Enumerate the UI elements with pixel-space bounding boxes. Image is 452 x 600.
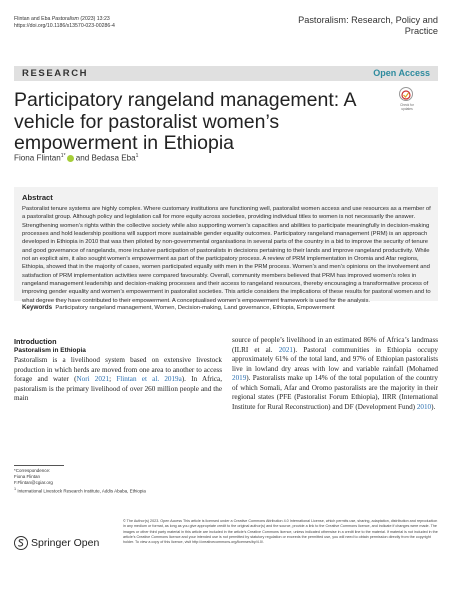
author-2[interactable]: and Bedasa Eba [73,153,136,163]
journal-title: Pastoralism: Research, Policy and Practice [298,15,438,36]
journal-short: Flintan and Eba [14,16,52,22]
journal-italic: Pastoralism [51,16,79,22]
keywords-list: Participatory rangeland management, Women, Decision-making, Land governance, Ethiopia, Empowerment [55,305,335,311]
abstract-heading: Abstract [22,193,53,202]
body-text: ). Pastoralists make up 14% of the total population of the country of which Somali, Afar and Oromo pastoralists are the majority in their regional states (PFE (Pastoralist Forum Ethiopia), IIRR (International Institute for Rural Reconstruction) and DF (Development Fund) [232,374,438,411]
orcid-icon[interactable] [67,155,74,162]
body-text: ). In Africa, pastoralism is the primary livelihood of over 260 million people and the main [14,375,222,402]
keywords [22,304,431,312]
article-title: Participatory rangeland management: A vehicle for pastoralist women’s empowerment in Ethiopia [14,89,356,154]
body-text: source of people’s livelihood in an estimated 86% of Africa’s landmass (ILRI et al. [232,336,438,354]
citation-link[interactable]: 2019 [232,374,247,382]
check-updates-label[interactable]: Check for updates [400,103,414,111]
author-1-sup: 1* [60,153,66,159]
body-text: ). [431,402,436,411]
footnote-rule [14,465,64,466]
publisher-logo-text: Springer Open [31,537,100,549]
body-text: Pastoralism is a livelihood system based on extensive livestock production in which herds are moved from one area to another to access forage and water ( [14,356,222,383]
issue: (2023) 13:23 [78,16,110,22]
body-column-left [14,356,222,404]
article-type: RESEARCH [22,68,89,79]
correspondence-name: Fiona Flintan [14,474,41,480]
doi-link[interactable]: https://doi.org/10.1186/s13570-023-00286-4 [14,22,115,29]
abstract-text: Pastoralist tenure systems are highly complex. Where customary institutions are functioning well, pastoralist women access and use resources as a member of a pastoralist group. Although policy and legislation call for more equity across societies, providing individual titles to women is not necessarily the answer. Strengthening women’s rights within the collective society while also supporting women’s capacities and abilities to participate meaningfully in decision-making processes and hold leadership positions will support more sustainable gender equality outcomes. Participatory rangeland management (PRM) is an approach developed in Ethiopia in 2010 that was then piloted by non-governmental organisations in several parts of the country in a bid to improve the security of tenure and good governance of rangelands, more inclusive participation of pastoralists in decisions pertaining to their lands and improve rangeland productivity. While not an explicit aim, it also sought women’s empowerment as part of the participatory process. A review of PRM implementation in Oromia and Afar regions, Ethiopia, showed that in the majority of cases, women participated equally with men in the PRM process. Women’s and men’s opinions on the involvement and satisfaction of PRM implementation activities were compared favourably. Overall, community members believed that PRM has improved women’s roles in rangeland management leadership and decision-making processes and their access to rangeland resources, thereby encouraging a transformative process of improving gender equality and women’s empowerment in pastoralist societies. This article considers the implications of these results for pastoral women and to what degree they have contributed to their empowerment. A conceptualised women’s empowerment framework is used for the analysis. [22,206,431,304]
check-updates-icon[interactable] [399,87,413,101]
springer-logo-icon [14,536,28,550]
body-text: ; [109,375,117,383]
correspondence-label: *Correspondence: [14,468,51,473]
body-column-right [232,336,438,412]
author-1[interactable]: Fiona Flintan [14,153,61,163]
citation-link[interactable]: 2021 [278,345,293,354]
subsection-heading: Pastoralism in Ethiopia [14,347,86,354]
keywords-label: Keywords [22,304,53,311]
section-heading: Introduction [14,337,57,346]
citation-link[interactable]: 2010 [416,402,432,411]
running-header [14,16,115,29]
citation-link[interactable]: Nori 2021 [76,375,110,383]
correspondence-email[interactable]: F.Flintan@cgiar.org [14,480,53,486]
footnotes [14,468,224,495]
citation-link[interactable]: Flintan et al. 2019a [116,375,182,383]
license-text: © The Author(s) 2023. Open Access This article is licensed under a Creative Commons Attribution 4.0 International License, which permits use, sharing, adaptation, distribution and reproduction in any medium or format, as long as you give appropriate credit to the original author(s) and the source, provide a link to the Creative Commons licence, and indicate if changes were made. The images or other third party material in this article are included in the article’s Creative Commons licence, unless indicated otherwise in a credit line to the material. If material is not included in the article’s Creative Commons licence and your intended use is not permitted by statutory regulation or exceeds the permitted use, you will need to obtain permission directly from the copyright holder. To view a copy of this licence, visit http://creativecommons.org/licenses/by/4.0/. [123,519,438,545]
body-text: ). Pastoral communities in Ethiopia occupy approximately 61% of the total land, and 97% of Ethiopian pastoralists live in lowland dry areas with low and variable rainfall (Mohamed [232,345,438,373]
author-line [14,153,138,163]
affiliation-sup: 1 [14,487,17,492]
author-2-sup: 1 [135,153,139,159]
affiliation: International Livestock Research Institute, Addis Ababa, Ethiopia [16,488,146,494]
open-access-label: Open Access [373,68,430,78]
